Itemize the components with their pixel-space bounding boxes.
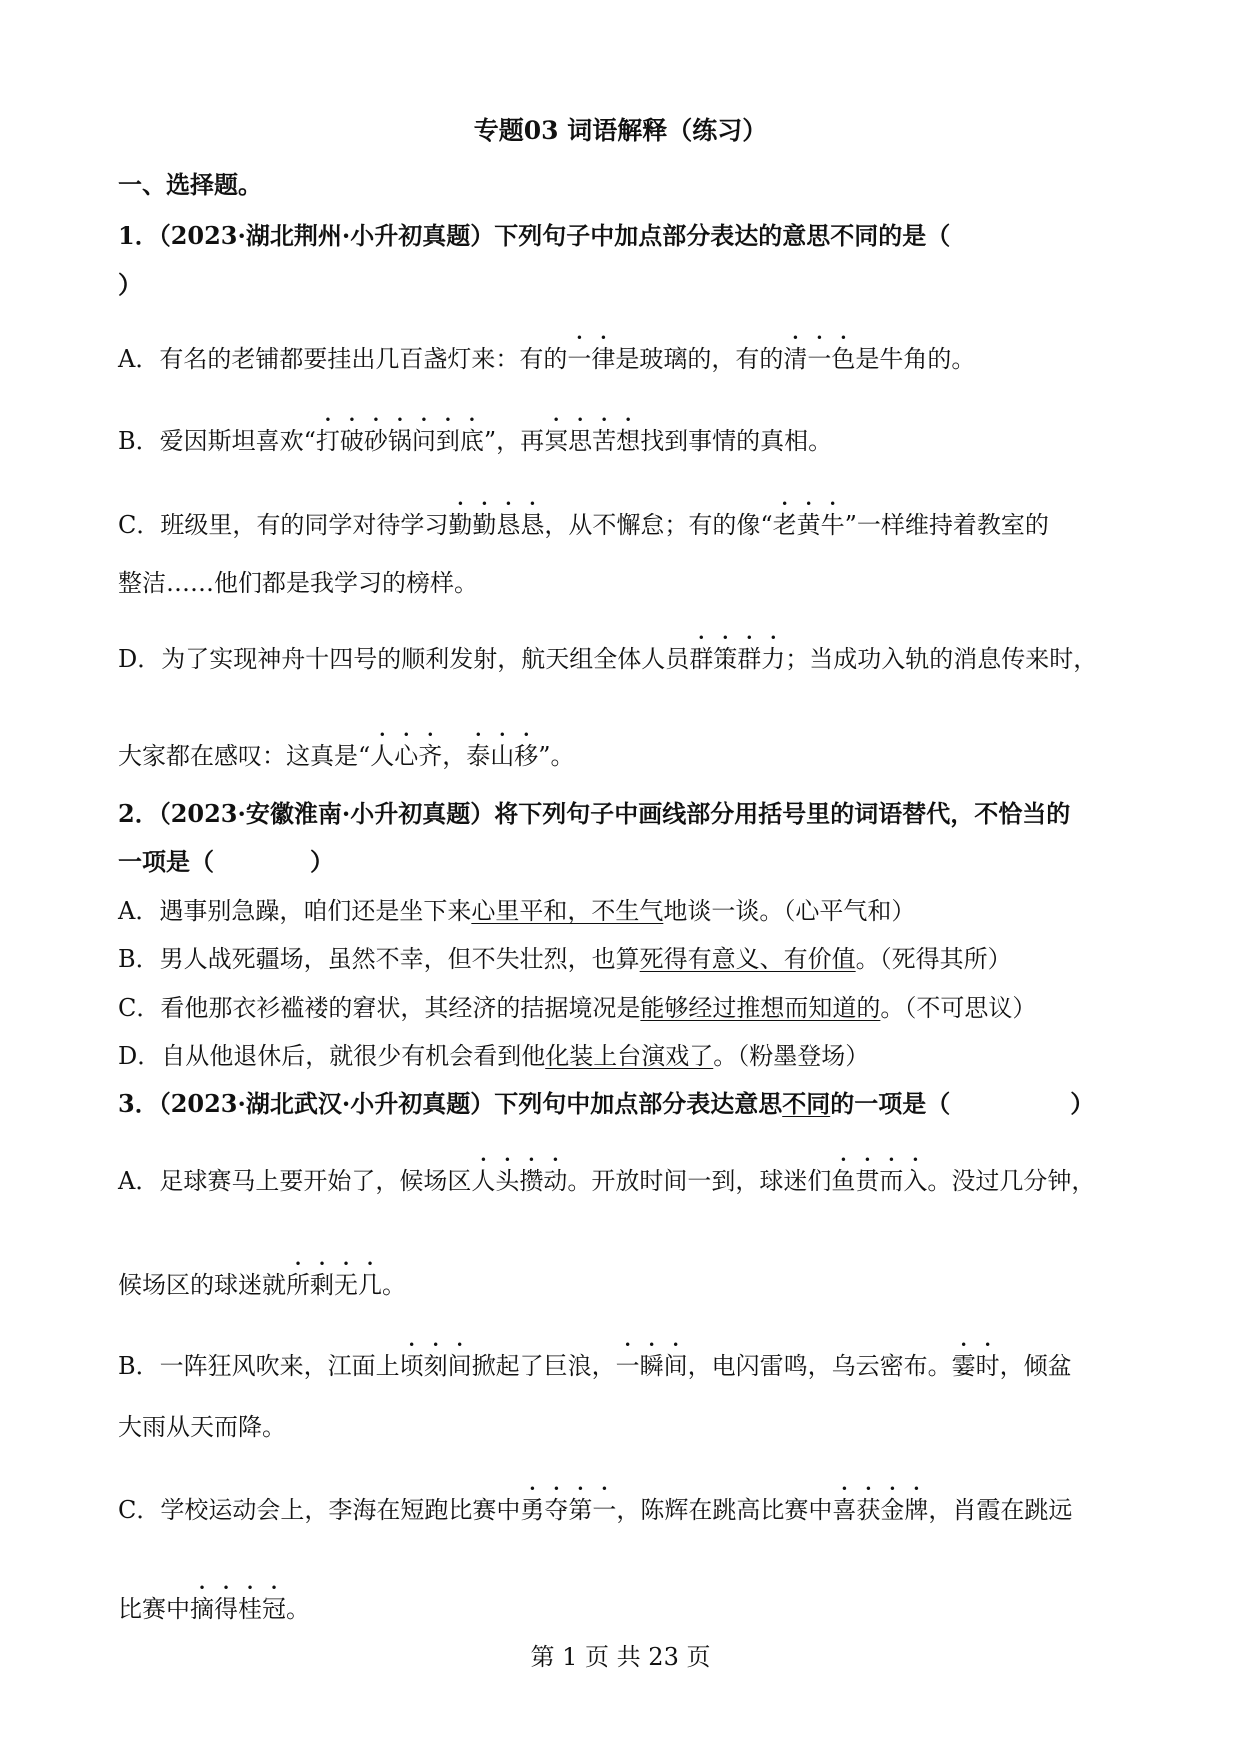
question-2-stem: 2．（2023·安徽淮南·小升初真题）将下列句子中画线部分用括号里的词语替代，不恰当的 bbox=[118, 799, 1071, 828]
question-1-option-b: B．爱因斯坦喜欢“打破砂锅问到底”，再冥思苦想找到事情的真相。 bbox=[118, 427, 833, 455]
dotted-phrase: 一瞬间 bbox=[615, 1352, 688, 1380]
question-1-option-d: D．为了实现神舟十四号的顺利发射，航天组全体人员群策群力；当成功入轨的消息传来时， bbox=[118, 645, 1098, 673]
question-1-stem-close: ） bbox=[118, 270, 142, 299]
question-2-option-b: B．男人战死疆场，虽然不幸，但不失壮烈，也算死得有意义、有价值。（死得其所） bbox=[118, 945, 1012, 973]
underlined-phrase: 能够经过推想而知道的 bbox=[640, 994, 881, 1022]
dotted-phrase: 鱼贯而入 bbox=[831, 1167, 928, 1195]
question-3-option-a-line-2: 候场区的球迷就所剩无几。 bbox=[118, 1271, 406, 1299]
underlined-phrase: 死得有意义、有价值 bbox=[639, 945, 856, 973]
dotted-phrase: 喜获金牌 bbox=[832, 1496, 929, 1524]
dotted-phrase: 人头攒动 bbox=[471, 1167, 568, 1195]
dotted-phrase: 冥思苦想 bbox=[544, 427, 641, 455]
dotted-phrase: 老黄牛 bbox=[772, 511, 845, 539]
dotted-phrase: 打破砂锅问到底 bbox=[315, 427, 484, 455]
question-3-option-b-line-2: 大雨从天而降。 bbox=[118, 1413, 286, 1441]
page-title: 专题03 词语解释（练习） bbox=[473, 116, 768, 145]
dotted-phrase: 人心齐 bbox=[370, 742, 443, 770]
dotted-phrase: 顷刻间 bbox=[399, 1352, 472, 1380]
dotted-phrase: 清一色 bbox=[783, 345, 856, 373]
question-3-option-c-line-2: 比赛中摘得桂冠。 bbox=[118, 1595, 310, 1623]
question-1-option-c-line-2: 整洁……他们都是我学习的榜样。 bbox=[118, 569, 478, 597]
dotted-phrase: 勤勤恳恳 bbox=[448, 511, 545, 539]
question-1-stem: 1．（2023·湖北荆州·小升初真题）下列句子中加点部分表达的意思不同的是（ bbox=[118, 221, 951, 250]
question-3-option-a: A．足球赛马上要开始了，候场区人头攒动。开放时间一到，球迷们鱼贯而入。没过几分钟， bbox=[118, 1167, 1096, 1195]
dotted-phrase: 所剩无几 bbox=[286, 1271, 382, 1299]
question-1-option-d-line-2: 大家都在感叹：这真是“人心齐，泰山移”。 bbox=[118, 742, 575, 770]
question-3-stem: 3．（2023·湖北武汉·小升初真题）下列句中加点部分表达意思不同的一项是（ ） bbox=[118, 1089, 1095, 1118]
dotted-phrase: 一律 bbox=[567, 345, 616, 373]
underlined-phrase: 不同 bbox=[782, 1089, 831, 1118]
page-footer: 第 1 页 共 23 页 bbox=[530, 1643, 711, 1671]
question-2-option-a: A．遇事别急躁，咱们还是坐下来心里平和，不生气地谈一谈。（心平气和） bbox=[118, 897, 916, 925]
dotted-phrase: 群策群力 bbox=[689, 645, 786, 673]
dotted-phrase: 泰山移 bbox=[466, 742, 539, 770]
question-2-option-d: D．自从他退休后，就很少有机会看到他化装上台演戏了。（粉墨登场） bbox=[118, 1042, 870, 1070]
question-2-option-c: C．看他那衣衫褴褛的窘状，其经济的拮据境况是能够经过推想而知道的。（不可思议） bbox=[118, 994, 1037, 1022]
dotted-phrase: 勇夺第一 bbox=[520, 1496, 617, 1524]
question-1-option-a: A．有名的老铺都要挂出几百盏灯来：有的一律是玻璃的，有的清一色是牛角的。 bbox=[118, 345, 976, 373]
dotted-phrase: 摘得桂冠 bbox=[190, 1595, 286, 1623]
underlined-phrase: 心里平和，不生气 bbox=[471, 897, 664, 925]
section-heading: 一、选择题。 bbox=[118, 170, 262, 199]
question-3-option-c: C．学校运动会上，李海在短跑比赛中勇夺第一，陈辉在跳高比赛中喜获金牌，肖霞在跳远 bbox=[118, 1496, 1073, 1524]
question-2-stem-line-2: 一项是（ ） bbox=[118, 847, 334, 876]
underlined-phrase: 化装上台演戏了 bbox=[545, 1042, 714, 1070]
dotted-phrase: 霎时 bbox=[951, 1352, 1000, 1380]
question-3-option-b: B．一阵狂风吹来，江面上顷刻间掀起了巨浪，一瞬间，电闪雷鸣，乌云密布。霎时，倾盆 bbox=[118, 1352, 1072, 1380]
question-1-option-c: C．班级里，有的同学对待学习勤勤恳恳，从不懈怠；有的像“老黄牛”一样维持着教室的 bbox=[118, 511, 1049, 539]
